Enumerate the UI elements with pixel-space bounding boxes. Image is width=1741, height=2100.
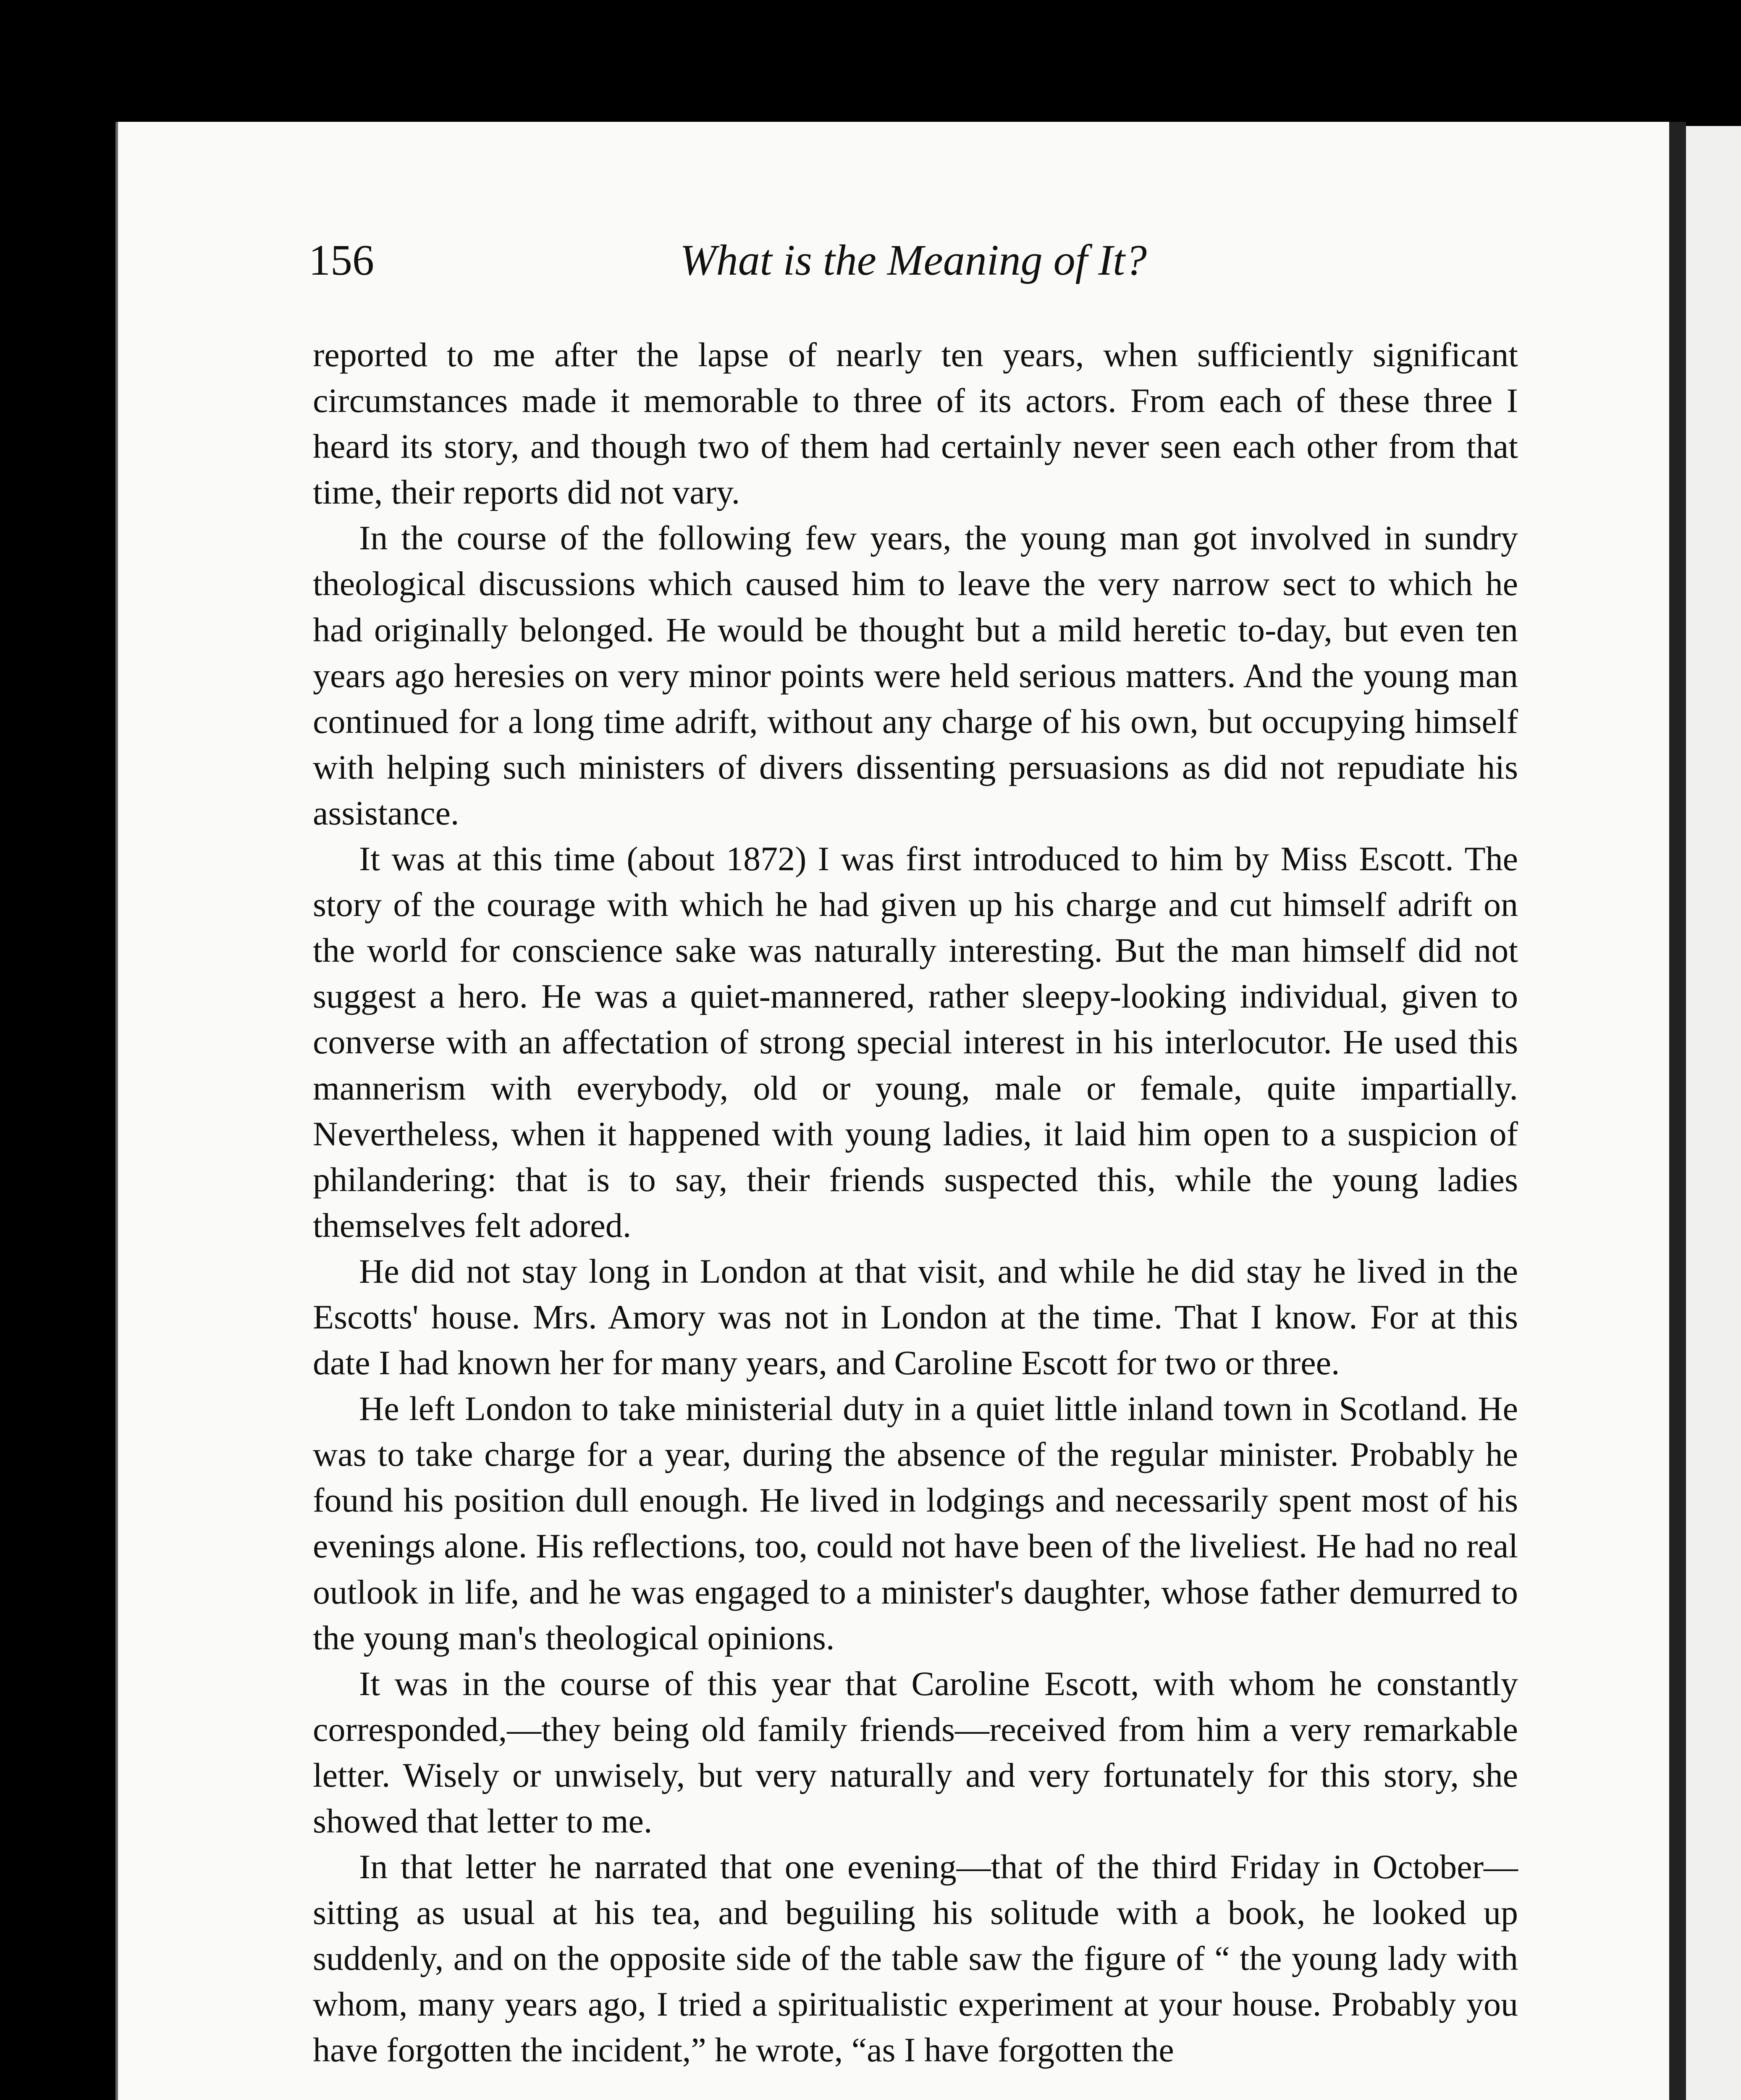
page-number: 156 <box>309 236 374 284</box>
paragraph-3: It was at this time (about 1872) I was first introduced to him by Miss Escott. The story of the courage with which he had given up his charge and cut himself adrift on the world for conscience sake was naturally interesting. But the man himself did not suggest a hero. He was a quiet-mannered, rather sleepy-looking individual, given to converse with an affectation of strong special interest in his interlocutor. He used this mannerism with everybody, old or young, male or female, quite impartially. Nevertheless, when it happened with young ladies, it laid him open to a suspicion of philandering: that is to say, their friends suspected this, while the young ladies themselves felt adored. <box>313 840 1518 1244</box>
paragraph-2: In the course of the following few years, the young man got involved in sundry theological discussions which caused him to leave the very narrow sect to which he had originally belonged. He would be thought but a mild heretic to-day, but even ten years ago heresies on very minor points were held serious matters. And the young man continued for a long time adrift, without any charge of his own, but occupying himself with helping such ministers of divers dissenting persuasions as did not repudiate his assistance. <box>313 519 1518 832</box>
paragraph-1: reported to me after the lapse of nearly ten years, when sufficiently significant circumstances made it memorable to three of its actors. From each of these three I heard its story, and though two of them had certainly never seen each other from that time, their reports did not vary. <box>313 336 1518 512</box>
running-title: What is the Meaning of It? <box>679 236 1147 284</box>
paragraph-4: He did not stay long in London at that visit, and while he did stay he lived in the Escotts' house. Mrs. Amory was not in London at the time. That I know. For at this date I had known her for many years, and Caroline Escott for two or three. <box>313 1252 1518 1382</box>
paragraph-5: He left London to take ministerial duty in a quiet little inland town in Scotland. He was to take charge for a year, during the absence of the regular minister. Probably he found his position dull enough. He lived in lodgings and necessarily spent most of his evenings alone. His reflections, too, could not have been of the liveliest. He had no real outlook in life, and he was engaged to a minister's daughter, whose father demurred to the young man's theological opinions. <box>313 1389 1518 1657</box>
book-spine <box>1669 122 1686 2100</box>
page-header <box>309 235 1518 290</box>
body-text <box>313 332 1518 2073</box>
paragraph-7: In that letter he narrated that one evening—that of the third Friday in October—sitting as usual at his tea, and beguiling his solitude with a book, he looked up suddenly, and on the opposite side of the table saw the figure of “ the young lady with whom, many years ago, I tried a spiritualistic experiment at your house. Probably you have forgotten the incident,” he wrote, “as I have forgotten the <box>313 1848 1518 2069</box>
facing-page-edge <box>1686 126 1741 2100</box>
paragraph-6: It was in the course of this year that Caroline Escott, with whom he constantly corresponded,—they being old family friends—received from him a very remarkable letter. Wisely or unwisely, but very naturally and very fortunately for this story, she showed that letter to me. <box>313 1664 1518 1840</box>
